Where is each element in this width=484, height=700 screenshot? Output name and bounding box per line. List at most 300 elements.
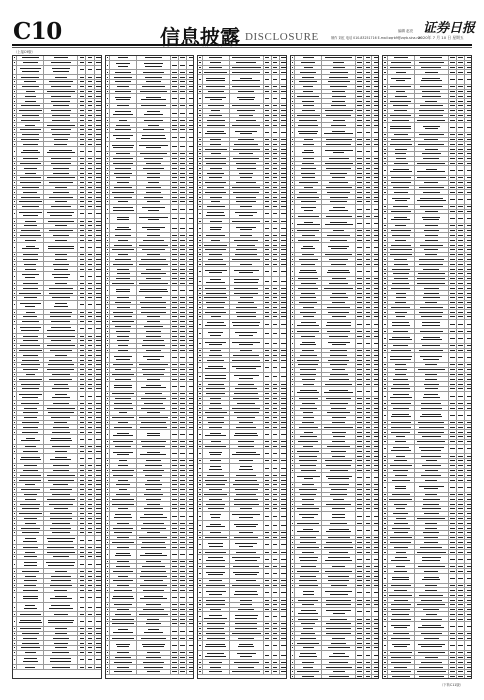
fine-print-text — [281, 333, 286, 334]
fine-print-text — [23, 470, 39, 471]
fine-print-text — [281, 182, 286, 183]
fine-print-text — [273, 453, 278, 454]
fine-print-text — [80, 110, 85, 111]
fine-print-text — [88, 458, 93, 459]
table-cell — [179, 425, 187, 429]
fine-print-text — [51, 327, 71, 328]
fine-print-text — [88, 499, 93, 500]
fine-print-text — [80, 489, 85, 490]
table-cell — [137, 296, 171, 300]
table-cell — [264, 473, 272, 477]
fine-print-text — [210, 229, 221, 230]
fine-print-text — [146, 499, 161, 500]
fine-print-text — [14, 432, 15, 433]
fine-print-text — [14, 158, 15, 159]
table-cell — [230, 162, 264, 166]
table-cell — [187, 665, 194, 669]
table-cell — [179, 545, 187, 549]
table-cell — [264, 349, 272, 353]
fine-print-text — [88, 379, 93, 380]
fine-print-text — [189, 652, 194, 653]
fine-print-text — [22, 422, 39, 423]
table-cell — [203, 406, 230, 410]
fine-print-text — [273, 302, 278, 303]
fine-print-text — [273, 259, 278, 260]
table-cell — [86, 579, 94, 583]
fine-print-text — [172, 146, 177, 147]
table-cell — [95, 377, 102, 381]
fine-print-text — [14, 528, 15, 529]
fine-print-text — [114, 187, 132, 188]
table-cell — [187, 425, 194, 429]
fine-print-text — [180, 129, 185, 130]
table-cell — [44, 478, 78, 482]
fine-print-text — [14, 504, 15, 505]
table-cell — [44, 579, 78, 583]
fine-print-text — [172, 484, 177, 485]
fine-print-text — [180, 480, 185, 481]
fine-print-text — [208, 105, 224, 106]
table-cell — [280, 200, 287, 204]
fine-print-text — [118, 465, 129, 466]
table-cell — [86, 243, 94, 252]
table-cell — [179, 104, 187, 108]
table-cell — [44, 171, 78, 175]
table-row — [106, 214, 194, 224]
fine-print-text — [273, 281, 278, 282]
fine-print-text — [55, 187, 67, 188]
fine-print-text — [96, 173, 101, 174]
fine-print-text — [189, 489, 194, 490]
table-cell — [272, 75, 280, 84]
fine-print-text — [107, 465, 108, 466]
fine-print-text — [189, 547, 194, 548]
table-cell — [203, 118, 230, 122]
table-cell — [171, 233, 179, 237]
table-cell — [78, 200, 86, 204]
table-cell — [137, 349, 171, 353]
fine-print-text — [112, 249, 133, 250]
table-cell — [179, 253, 187, 257]
table-cell — [137, 123, 171, 127]
table-cell — [203, 190, 230, 194]
table-cell — [187, 243, 194, 247]
fine-print-text — [88, 206, 93, 207]
fine-print-text — [240, 78, 252, 79]
table-cell — [272, 85, 280, 89]
table-cell — [179, 411, 187, 415]
table-cell — [95, 507, 102, 511]
fine-print-text — [281, 434, 286, 435]
fine-print-text — [199, 72, 200, 73]
table-cell — [179, 665, 187, 669]
table-cell — [264, 296, 272, 300]
table-cell — [280, 329, 287, 338]
table-cell — [44, 545, 78, 549]
fine-print-text — [23, 590, 39, 591]
fine-print-text — [107, 197, 108, 198]
newspaper-masthead-logo: 证券日报 — [423, 17, 475, 36]
table-cell — [78, 497, 86, 501]
fine-print-text — [146, 269, 161, 270]
table-row — [106, 286, 194, 296]
table-cell — [187, 200, 194, 204]
table-cell — [264, 277, 272, 286]
table-cell — [171, 608, 179, 612]
table-cell — [264, 210, 272, 219]
table-cell — [78, 512, 86, 516]
fine-print-text — [80, 115, 85, 116]
fine-print-text — [172, 499, 177, 500]
fine-print-text — [172, 321, 177, 322]
fine-print-text — [273, 105, 278, 106]
fine-print-text — [14, 144, 15, 145]
fine-print-text — [237, 417, 255, 418]
fine-print-text — [107, 609, 108, 610]
fine-print-text — [50, 312, 72, 313]
fine-print-text — [96, 508, 101, 509]
fine-print-text — [80, 182, 85, 183]
fine-print-text — [143, 129, 164, 130]
fine-print-text — [88, 364, 93, 365]
table-cell — [187, 176, 194, 180]
table-cell — [230, 56, 264, 60]
table-cell — [272, 128, 280, 137]
table-cell — [187, 233, 194, 237]
fine-print-text — [48, 622, 73, 623]
table-cell — [171, 329, 179, 333]
table-cell — [264, 397, 272, 401]
fine-print-text — [80, 667, 85, 668]
fine-print-text — [206, 302, 225, 303]
fine-print-text — [96, 213, 101, 214]
fine-print-text — [88, 158, 93, 159]
fine-print-text — [117, 297, 129, 298]
table-cell — [137, 617, 171, 621]
fine-print-text — [88, 552, 93, 553]
fine-print-text — [116, 359, 129, 360]
table-cell — [110, 200, 137, 204]
fine-print-text — [14, 177, 15, 178]
table-cell — [272, 464, 280, 473]
table-cell — [203, 142, 230, 146]
table-cell — [44, 315, 78, 319]
table-cell — [137, 267, 171, 271]
fine-print-text — [146, 187, 162, 188]
table-cell — [86, 584, 94, 588]
fine-print-text — [180, 350, 185, 351]
fine-print-text — [47, 336, 76, 337]
fine-print-text — [189, 182, 194, 183]
table-cell — [230, 421, 264, 425]
table-cell — [17, 526, 44, 530]
fine-print-text — [210, 398, 220, 399]
fine-print-text — [112, 283, 134, 284]
table-cell — [272, 291, 280, 295]
fine-print-text — [107, 331, 108, 332]
table-cell — [110, 584, 137, 588]
table-cell — [179, 670, 187, 674]
table-row — [198, 267, 286, 277]
table-cell — [110, 507, 137, 511]
fine-print-text — [107, 667, 108, 668]
fine-print-text — [189, 77, 194, 78]
table-cell — [230, 70, 264, 74]
table-cell — [44, 665, 78, 669]
fine-print-text — [107, 554, 108, 555]
table-cell — [203, 210, 230, 219]
fine-print-text — [14, 513, 15, 514]
table-cell — [95, 99, 102, 103]
fine-print-text — [53, 264, 70, 265]
fine-print-text — [265, 57, 270, 58]
table-cell — [179, 627, 187, 636]
table-cell — [78, 114, 86, 118]
table-cell — [137, 406, 171, 410]
fine-print-text — [180, 345, 185, 346]
table-cell — [171, 411, 179, 415]
fine-print-text — [281, 79, 286, 80]
table-cell — [187, 493, 194, 497]
fine-print-text — [281, 343, 286, 344]
fine-print-text — [96, 360, 101, 361]
fine-print-text — [22, 643, 39, 644]
table-cell — [78, 133, 86, 137]
table-cell — [110, 277, 137, 281]
fine-print-text — [53, 403, 69, 404]
table-cell — [171, 440, 179, 444]
table-cell — [44, 210, 78, 219]
fine-print-text — [281, 197, 286, 198]
fine-print-text — [107, 566, 108, 567]
table-cell — [78, 531, 86, 535]
table-cell — [264, 219, 272, 223]
table-cell — [203, 329, 230, 338]
fine-print-text — [172, 254, 177, 255]
fine-print-text — [199, 163, 200, 164]
fine-print-text — [107, 408, 108, 409]
table-cell — [187, 305, 194, 309]
fine-print-text — [281, 417, 286, 418]
table-cell — [272, 61, 280, 65]
fine-print-text — [273, 197, 278, 198]
fine-print-text — [88, 77, 93, 78]
table-cell — [230, 210, 264, 219]
table-cell — [44, 320, 78, 324]
fine-print-text — [51, 96, 70, 97]
fine-print-text — [146, 561, 160, 562]
table-cell — [44, 521, 78, 525]
table-cell — [264, 315, 272, 319]
table-cell — [95, 104, 102, 108]
table-cell — [78, 267, 86, 271]
fine-print-text — [96, 120, 101, 121]
fine-print-text — [239, 378, 253, 379]
fine-print-text — [14, 458, 15, 459]
table-cell — [264, 104, 272, 108]
fine-print-text — [144, 114, 163, 115]
table-cell — [78, 588, 86, 592]
table-cell — [137, 286, 171, 295]
fine-print-text — [172, 638, 177, 639]
fine-print-text — [205, 270, 227, 271]
table-cell — [17, 560, 44, 569]
table-cell — [95, 301, 102, 310]
fine-print-text — [180, 302, 185, 303]
fine-print-text — [14, 247, 15, 248]
fine-print-text — [47, 177, 76, 178]
fine-print-text — [145, 465, 162, 466]
table-cell — [86, 641, 94, 645]
fine-print-text — [146, 163, 160, 164]
table-cell — [230, 171, 264, 175]
table-row — [106, 224, 194, 234]
fine-print-text — [172, 619, 177, 620]
table-cell — [95, 171, 102, 175]
fine-print-text — [281, 264, 286, 265]
table-cell — [264, 176, 272, 180]
fine-print-text — [199, 221, 200, 222]
fine-print-text — [234, 375, 259, 376]
fine-print-text — [180, 81, 185, 82]
fine-print-text — [14, 283, 15, 284]
table-cell — [280, 205, 287, 209]
fine-print-text — [180, 576, 185, 577]
fine-print-text — [107, 201, 108, 202]
fine-print-text — [180, 619, 185, 620]
fine-print-text — [189, 369, 194, 370]
fine-print-text — [80, 158, 85, 159]
fine-print-text — [281, 355, 286, 356]
fine-print-text — [180, 269, 185, 270]
table-cell — [137, 315, 171, 319]
table-cell — [187, 536, 194, 540]
table-cell — [137, 536, 171, 540]
table-cell — [44, 454, 78, 463]
fine-print-text — [180, 209, 185, 210]
table-cell — [280, 353, 287, 357]
table-cell — [17, 569, 44, 573]
fine-print-text — [281, 120, 286, 121]
table-cell — [86, 555, 94, 559]
fine-print-text — [281, 240, 286, 241]
fine-print-text — [21, 384, 39, 385]
table-cell — [203, 464, 230, 473]
table-cell — [44, 445, 78, 449]
fine-print-text — [20, 620, 41, 621]
table-cell — [110, 449, 137, 458]
table-cell — [95, 430, 102, 434]
table-cell — [78, 310, 86, 314]
table-cell — [179, 469, 187, 473]
fine-print-text — [265, 115, 270, 116]
table-cell — [78, 430, 86, 434]
fine-print-text — [54, 144, 67, 145]
table-row — [13, 454, 101, 464]
fine-print-text — [265, 333, 270, 334]
fine-print-text — [273, 213, 278, 214]
fine-print-text — [88, 513, 93, 514]
fine-print-text — [80, 77, 85, 78]
fine-print-text — [80, 403, 85, 404]
table-cell — [17, 281, 44, 285]
fine-print-text — [205, 288, 226, 289]
fine-print-text — [96, 388, 101, 389]
fine-print-text — [189, 72, 194, 73]
table-cell — [78, 85, 86, 89]
fine-print-text — [107, 283, 108, 284]
fine-print-text — [53, 105, 69, 106]
fine-print-text — [265, 412, 270, 413]
fine-print-text — [265, 254, 270, 255]
table-cell — [280, 363, 287, 372]
fine-print-text — [96, 192, 101, 193]
fine-print-text — [55, 571, 67, 572]
table-cell — [44, 99, 78, 103]
fine-print-text — [107, 312, 108, 313]
table-cell — [203, 411, 230, 415]
fine-print-text — [23, 283, 38, 284]
table-cell — [86, 493, 94, 497]
fine-print-text — [236, 368, 256, 369]
table-cell — [230, 61, 264, 65]
table-cell — [86, 253, 94, 257]
table-cell — [179, 622, 187, 626]
table-cell — [95, 133, 102, 137]
table-cell — [272, 123, 280, 127]
table-cell — [179, 238, 187, 242]
fine-print-text — [172, 369, 177, 370]
table-cell — [137, 545, 171, 549]
fine-print-text — [172, 398, 177, 399]
fine-print-text — [107, 350, 108, 351]
table-cell — [17, 286, 44, 290]
fine-print-text — [232, 72, 260, 73]
fine-print-text — [143, 470, 164, 471]
fine-print-text — [199, 249, 200, 250]
table-cell — [44, 181, 78, 185]
table-cell — [171, 353, 179, 362]
fine-print-text — [80, 552, 85, 553]
fine-print-text — [21, 489, 40, 490]
fine-print-text — [118, 480, 129, 481]
table-cell — [17, 166, 44, 170]
table-cell — [171, 579, 179, 583]
fine-print-text — [236, 163, 256, 164]
fine-print-text — [107, 412, 108, 413]
fine-print-text — [14, 230, 15, 231]
fine-print-text — [50, 350, 73, 351]
fine-print-text — [143, 662, 164, 663]
table-cell — [179, 584, 187, 588]
fine-print-text — [49, 293, 73, 294]
fine-print-text — [107, 417, 108, 418]
fine-print-text — [23, 661, 39, 662]
fine-print-text — [88, 384, 93, 385]
fine-print-text — [172, 576, 177, 577]
table-cell — [44, 75, 78, 79]
fine-print-text — [142, 86, 164, 87]
fine-print-text — [24, 565, 38, 566]
fine-print-text — [199, 446, 200, 447]
table-cell — [264, 142, 272, 146]
fine-print-text — [14, 134, 15, 135]
table-cell — [179, 636, 187, 640]
fine-print-text — [281, 67, 286, 68]
fine-print-text — [80, 259, 85, 260]
table-cell — [95, 512, 102, 516]
fine-print-text — [117, 609, 128, 610]
